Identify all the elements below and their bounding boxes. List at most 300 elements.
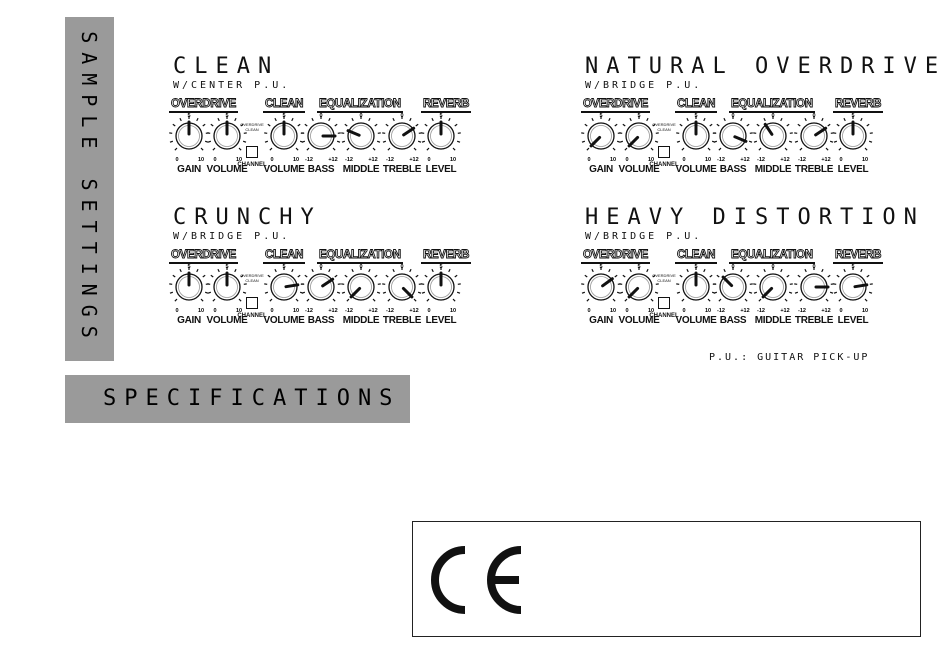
scale-max-label: 10 [609,308,617,314]
scale-tick [787,124,789,126]
scale-max-label: 10 [449,157,457,163]
scale-tick [455,124,457,126]
scale-min-label: -12 [798,308,806,314]
scale-tick [305,124,307,126]
scale-max-label: +12 [780,157,790,163]
scale-tick [867,124,869,126]
knob-body [720,123,746,149]
scale-tick [275,118,276,121]
scale-tick [687,118,688,121]
scale-tick [717,124,719,126]
scale-tick [582,292,585,293]
scale-center-label: 5 [694,264,698,270]
scale-center-label: 5 [187,113,191,119]
scale-tick [625,148,627,150]
scale-tick [218,118,219,121]
scale-max-label: +12 [409,308,419,314]
panel-subtitle: W/CENTER P.U. [173,80,291,91]
scale-tick [427,148,429,150]
scale-min-label: 0 [625,157,629,163]
knob-label: TREBLE [382,164,422,175]
scale-tick [798,275,800,277]
channel-switch[interactable] [647,122,681,174]
specifications-title: SPECIFICATIONS [103,386,401,411]
scale-tick [839,299,841,301]
setting-panel-heavy-distortion [577,205,925,327]
scale-min-label: -12 [717,308,725,314]
knob-label: VOLUME [675,164,717,175]
scale-tick [623,275,625,277]
scale-center-label: 5 [694,113,698,119]
scale-tick [757,275,759,277]
scale-min-label: -12 [386,308,394,314]
knob-label: VOLUME [618,164,660,175]
scale-min-label: 0 [270,157,274,163]
scale-min-label: -12 [345,308,353,314]
scale-tick [687,269,688,272]
scale-max-label: +12 [328,157,338,163]
scale-tick [582,141,585,142]
scale-tick [352,118,353,121]
scale-max-label: +12 [409,157,419,163]
scale-tick [449,118,450,121]
scale-tick [867,275,869,277]
scale-center-label: 0 [812,113,816,119]
scale-tick [757,124,759,126]
section-heading-equalization: EQUALIZATION [729,98,815,113]
knob-body [348,123,374,149]
scale-tick [609,118,610,121]
switch-overdrive-label: OVERDRIVE [240,273,264,278]
scale-tick [647,118,648,121]
knob-label: VOLUME [206,315,248,326]
scale-tick [393,118,394,121]
scale-min-label: -12 [757,157,765,163]
scale-tick [647,269,648,272]
scale-tick [393,269,394,272]
section-heading-clean: CLEAN [675,98,717,113]
scale-tick [724,269,725,272]
scale-tick [623,124,625,126]
panel-title: HEAVY DISTORTION [585,205,925,230]
scale-tick [682,299,684,301]
setting-panel-natural-overdrive [577,54,947,176]
scale-tick [427,299,429,301]
section-heading-overdrive: OVERDRIVE [169,249,238,264]
switch-overdrive-label: OVERDRIVE [652,122,676,127]
pickup-footnote: P.U.: GUITAR PICK-UP [709,352,870,363]
scale-tick [235,118,236,121]
scale-max-label: +12 [821,308,831,314]
knob-label: BASS [307,164,335,175]
scale-tick [329,118,330,121]
scale-tick [795,141,798,142]
sample-settings-title: SAMPLE SETTINGS [77,31,101,347]
scale-center-label: 0 [319,113,323,119]
switch-clean-label: CLEAN [657,278,671,283]
scale-tick [754,292,757,293]
switch-clean-label: CLEAN [657,127,671,132]
knob-dial[interactable] [417,263,465,315]
scale-min-label: 0 [213,157,217,163]
scale-tick [844,118,845,121]
ce-mark-box [412,521,921,637]
scale-tick [345,124,347,126]
section-heading-clean: CLEAN [263,98,305,113]
scale-tick [275,269,276,272]
knob-label: MIDDLE [754,164,792,175]
scale-tick [861,118,862,121]
scale-tick [342,141,345,142]
scale-tick [414,299,416,301]
knob-label: BASS [719,315,747,326]
scale-tick [347,148,349,150]
panel-title: CRUNCHY [173,205,322,230]
scale-center-label: 0 [771,113,775,119]
scale-tick [373,299,375,301]
scale-min-label: 0 [175,308,179,314]
scale-tick [741,118,742,121]
knob-pointer [855,285,867,287]
scale-center-label: 5 [187,264,191,270]
scale-center-label: 0 [400,113,404,119]
scale-min-label: 0 [175,157,179,163]
scale-center-label: 5 [599,264,603,270]
knob-label: GAIN [177,315,201,326]
scale-max-label: +12 [740,308,750,314]
scale-center-label: 0 [771,264,775,270]
scale-tick [373,148,375,150]
scale-tick [213,148,215,150]
scale-tick [333,148,335,150]
panel-subtitle: W/BRIDGE P.U. [585,80,703,91]
scale-center-label: 5 [225,264,229,270]
scale-tick [822,269,823,272]
knob-level[interactable] [829,112,877,174]
scale-tick [869,141,872,142]
scale-max-label: 10 [235,308,243,314]
knob-dial[interactable] [417,112,465,164]
setting-panel-clean [165,56,485,176]
scale-tick [345,275,347,277]
scale-tick [764,269,765,272]
section-heading-equalization: EQUALIZATION [317,249,403,264]
scale-max-label: +12 [821,157,831,163]
scale-tick [410,118,411,121]
scale-max-label: 10 [235,157,243,163]
scale-tick [625,299,627,301]
knob-label: BASS [307,315,335,326]
scale-tick [455,275,457,277]
knob-label: VOLUME [263,315,305,326]
section-heading-overdrive: OVERDRIVE [581,249,650,264]
channel-label: CHANNEL [237,313,267,319]
scale-tick [719,148,721,150]
scale-min-label: 0 [587,157,591,163]
channel-switch-button[interactable] [658,297,670,309]
scale-tick [592,118,593,121]
scale-min-label: 0 [270,308,274,314]
scale-tick [787,275,789,277]
scale-tick [759,148,761,150]
scale-tick [457,141,460,142]
section-heading-reverb: REVERB [421,249,471,264]
scale-tick [369,269,370,272]
scale-min-label: 0 [587,308,591,314]
section-heading-reverb: REVERB [833,98,883,113]
switch-clean-label: CLEAN [245,127,259,132]
scale-tick [585,124,587,126]
scale-tick [724,118,725,121]
scale-tick [717,275,719,277]
scale-tick [425,124,427,126]
scale-tick [312,269,313,272]
scale-min-label: 0 [682,157,686,163]
scale-tick [800,299,802,301]
scale-tick [197,118,198,121]
knob-label: TREBLE [794,164,834,175]
channel-switch[interactable] [235,122,269,174]
scale-min-label: 0 [839,157,843,163]
knob-label: TREBLE [382,315,422,326]
section-heading-clean: CLEAN [263,249,305,264]
scale-tick [414,148,416,150]
scale-center-label: 0 [359,264,363,270]
scale-tick [386,124,388,126]
knob-label: VOLUME [618,315,660,326]
specifications-tab[interactable] [65,375,410,423]
scale-tick [270,148,272,150]
scale-tick [175,299,177,301]
scale-max-label: 10 [197,308,205,314]
scale-tick [302,141,305,142]
scale-tick [388,299,390,301]
scale-tick [375,275,377,277]
scale-center-label: 5 [282,113,286,119]
scale-min-label: -12 [305,157,313,163]
scale-min-label: 0 [427,157,431,163]
scale-tick [170,292,173,293]
sample-settings-tab[interactable] [65,17,114,361]
scale-tick [800,148,802,150]
knob-body [389,123,415,149]
scale-tick [839,148,841,150]
scale-tick [410,269,411,272]
scale-tick [375,124,377,126]
switch-overdrive-label: OVERDRIVE [240,122,264,127]
scale-tick [329,269,330,272]
channel-switch-button[interactable] [658,146,670,158]
scale-center-label: 0 [731,264,735,270]
scale-tick [592,269,593,272]
knob-label: VOLUME [206,164,248,175]
scale-tick [453,148,455,150]
scale-min-label: -12 [386,157,394,163]
scale-center-label: 5 [599,113,603,119]
scale-tick [457,292,460,293]
scale-center-label: 5 [637,113,641,119]
knob-level[interactable] [417,112,465,174]
knob-label: MIDDLE [754,315,792,326]
switch-overdrive-label: OVERDRIVE [652,273,676,278]
scale-min-label: 0 [682,308,686,314]
scale-tick [333,299,335,301]
scale-center-label: 0 [400,264,404,270]
scale-max-label: 10 [609,157,617,163]
scale-tick [781,269,782,272]
knob-label: LEVEL [425,164,457,175]
scale-tick [307,299,309,301]
scale-tick [719,299,721,301]
scale-tick [745,148,747,150]
scale-max-label: 10 [292,157,300,163]
scale-tick [834,141,837,142]
knob-body [588,274,614,300]
scale-tick [704,269,705,272]
scale-tick [781,118,782,121]
section-heading-clean: CLEAN [675,249,717,264]
scale-tick [754,141,757,142]
scale-tick [305,275,307,277]
knob-label: GAIN [177,164,201,175]
scale-tick [388,148,390,150]
scale-tick [822,118,823,121]
section-heading-overdrive: OVERDRIVE [581,98,650,113]
knob-level[interactable] [417,263,465,325]
scale-center-label: 0 [319,264,323,270]
scale-tick [383,292,386,293]
scale-tick [235,269,236,272]
panel-subtitle: W/BRIDGE P.U. [585,231,703,242]
scale-tick [587,148,589,150]
knob-label: LEVEL [837,315,869,326]
scale-tick [175,148,177,150]
scale-tick [861,269,862,272]
scale-max-label: 10 [861,157,869,163]
scale-min-label: -12 [345,157,353,163]
knob-dial[interactable] [829,112,877,164]
scale-tick [208,292,211,293]
knob-body [308,274,334,300]
setting-panel-crunchy [165,207,485,327]
scale-tick [180,118,181,121]
channel-switch[interactable] [235,273,269,325]
knob-level[interactable] [829,263,877,325]
scale-max-label: 10 [647,308,655,314]
scale-max-label: +12 [740,157,750,163]
channel-switch[interactable] [647,273,681,325]
knob-label: MIDDLE [342,315,380,326]
scale-center-label: 5 [851,264,855,270]
scale-tick [844,269,845,272]
scale-tick [386,275,388,277]
scale-min-label: -12 [798,157,806,163]
scale-tick [609,269,610,272]
scale-tick [826,299,828,301]
scale-tick [759,299,761,301]
scale-center-label: 5 [225,113,229,119]
scale-tick [292,118,293,121]
scale-tick [798,124,800,126]
section-heading-equalization: EQUALIZATION [729,249,815,264]
scale-max-label: 10 [704,157,712,163]
scale-tick [585,275,587,277]
scale-tick [302,292,305,293]
scale-tick [865,299,867,301]
scale-max-label: +12 [368,157,378,163]
scale-center-label: 5 [637,264,641,270]
knob-label: MIDDLE [342,164,380,175]
scale-tick [805,118,806,121]
ce-mark-icon [425,544,535,616]
scale-min-label: -12 [717,157,725,163]
channel-switch-button[interactable] [246,297,258,309]
scale-tick [432,269,433,272]
scale-max-label: +12 [780,308,790,314]
section-heading-reverb: REVERB [421,98,471,113]
scale-max-label: 10 [647,157,655,163]
scale-tick [620,292,623,293]
scale-tick [173,275,175,277]
scale-tick [347,299,349,301]
scale-tick [620,141,623,142]
scale-tick [805,269,806,272]
scale-tick [180,269,181,272]
knob-label: GAIN [589,315,613,326]
scale-min-label: -12 [305,308,313,314]
scale-tick [211,275,213,277]
channel-label: CHANNEL [649,313,679,319]
knob-dial[interactable] [829,263,877,315]
scale-tick [453,299,455,301]
panel-title: NATURAL OVERDRIVE [585,54,947,79]
scale-tick [764,118,765,121]
scale-tick [785,148,787,150]
scale-tick [208,141,211,142]
scale-center-label: 0 [812,264,816,270]
panel-title: CLEAN [173,54,280,79]
knob-body [760,123,786,149]
scale-max-label: 10 [449,308,457,314]
channel-label: CHANNEL [649,162,679,168]
scale-tick [307,148,309,150]
scale-tick [785,299,787,301]
scale-min-label: -12 [757,308,765,314]
knob-label: LEVEL [425,315,457,326]
scale-tick [422,292,425,293]
scale-tick [630,269,631,272]
channel-switch-button[interactable] [246,146,258,158]
scale-tick [211,124,213,126]
scale-center-label: 5 [282,264,286,270]
scale-min-label: 0 [839,308,843,314]
scale-max-label: +12 [328,308,338,314]
scale-center-label: 0 [731,113,735,119]
scale-center-label: 0 [359,113,363,119]
knob-label: VOLUME [263,164,305,175]
scale-tick [834,292,837,293]
scale-tick [837,124,839,126]
scale-max-label: 10 [292,308,300,314]
scale-max-label: 10 [861,308,869,314]
scale-min-label: 0 [213,308,217,314]
scale-tick [682,148,684,150]
knob-label: VOLUME [675,315,717,326]
scale-tick [714,141,717,142]
scale-tick [369,118,370,121]
scale-tick [826,148,828,150]
section-heading-reverb: REVERB [833,249,883,264]
